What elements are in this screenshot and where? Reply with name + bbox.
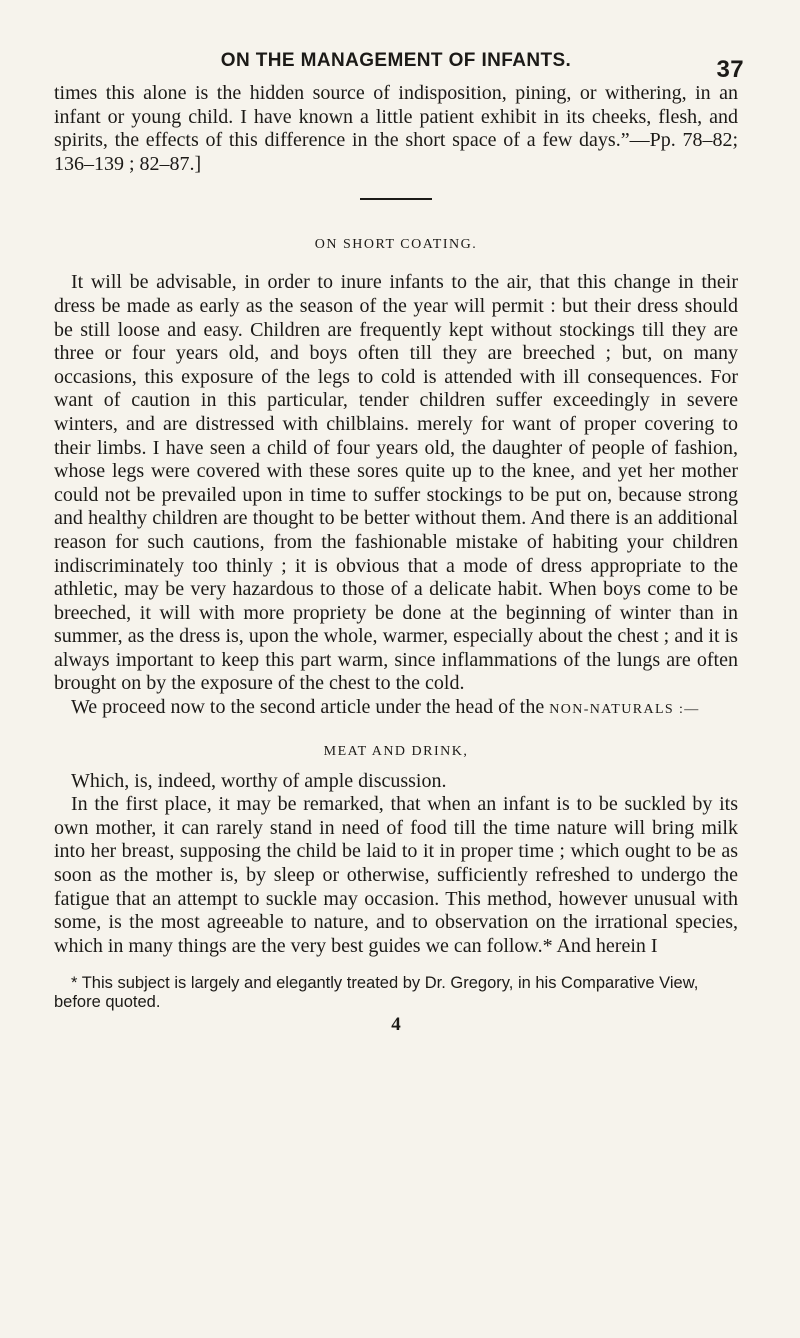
paragraph-short-coating: It will be advisable, in order to inure infants to the air, that this change in their dress be made as early as the season of the year will permit : but their dress should be still loose and easy. Children are frequently kept without stockings till they are three or four years old, and boys often till they are breeched ; but, on many occasions, this exposure of the legs to cold is attended with ill consequences. For want of caution in this particular, tender children suffer exceedingly in severe winters, and are distressed with chilblains. merely for want of proper covering to their limbs. I have seen a child of four years old, the daughter of people of fashion, whose legs were covered with these sores quite up to the knee, and yet her mother could not be prevailed upon in time to suffer stockings to be put on, because strong and healthy children are thought to be better without them. And there is an additional reason for such cautions, from the fashionable mistake of habiting your children indiscriminately too thinly ; it is obvious that a mode of dress appropriate to the athletic, may be very hazardous to those of a delicate habit. When boys come to be breeched, it will with more propriety be done at the beginning of winter than in summer, as the dress is, upon the whole, warmer, especially about the chest ; and it is always important to keep this part warm, since inflammations of the lungs are often brought on by the exposure of the chest to the cold. [54,271,738,695]
non-naturals-smallcaps: NON-NATURALS :— [549,702,700,718]
running-title: ON THE MANAGEMENT OF INFANTS. [220,50,572,71]
running-header [54,44,744,83]
footnote: * This subject is largely and elegantly treated by Dr. Gregory, in his Comparative View, before quoted. [54,974,699,1012]
paragraph-non-naturals-text: We proceed now to the second article under the head of the [71,696,545,719]
page-number: 37 [716,56,744,83]
paragraph-suckling: In the first place, it may be remarked, that when an infant is to be suckled by its own mother, it can rarely stand in need of food till the time nature will bring milk into her breast, supposing the child be laid to it in proper time ; which ought to be as soon as the mother is, by sleep or otherwise, sufficiently refreshed to undergo the fatigue that an attempt to suckle may occasion. This method, however unusual with some, is the most agreeable to nature, and to observation on the irrational species, which in many things are the very best guides we can follow.* And herein I [54,793,738,957]
signature-mark: 4 [391,1014,401,1036]
section-heading-short-coating: ON SHORT COATING. [314,237,478,253]
paragraph-non-naturals [54,696,738,722]
paragraph-continued-quote: times this alone is the hidden source of indisposition, pining, or withering, in an infant or young child. I have known a little patient exhibit in its cheeks, flesh, and spirits, the effects of this difference in the short space of a few days.”—Pp. 78–82; 136–139 ; 82–87.] [54,82,738,175]
section-heading-meat-and-drink: MEAT AND DRINK, [323,743,469,759]
section-divider-rule [360,198,432,200]
paragraph-ample-discussion: Which, is, indeed, worthy of ample discussion. [71,769,447,792]
